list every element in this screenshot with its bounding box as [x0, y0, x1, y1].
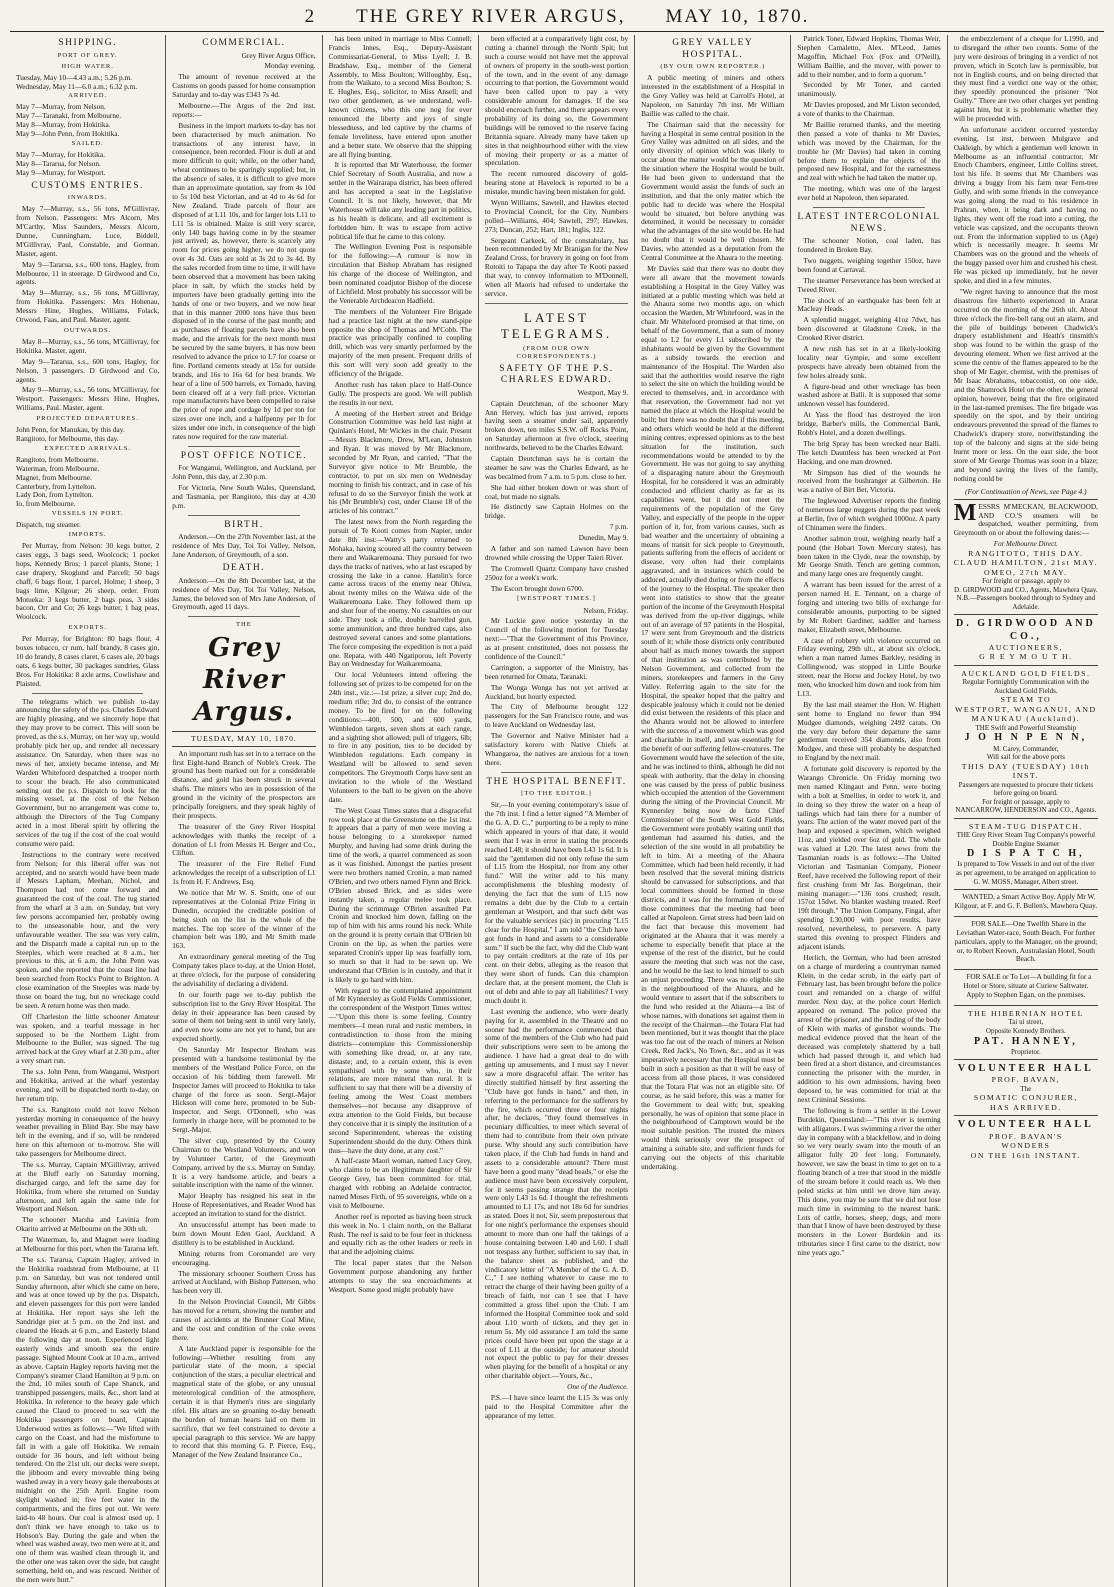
intercolonial-paragraph: By the last mail steamer the Hon. W. Highett sent home to England no fewer than 994 Mudgee diamonds, weighing 2492 carats. On the very day before their departure the same gentleman received 354 diamonds, also from Mudgee, and these will probably be despatched to England by the next mail.	[797, 699, 941, 763]
intercolonial-paragraph: Two nuggets, weighing together 150oz, have been found at Carraval.	[797, 255, 941, 274]
ad-line: THIS DAY (TUESDAY) 10th INST.	[961, 761, 1090, 781]
editorial-paragraph: On Saturday Mr Inspector Broham was presented with a handsome testimonial by the members of the Westland Police Force, on the occasion of his bidding them farewell. Mr Inspector James will proceed to Hokitika to take charge of the force as soon. Sergt.-Major Hickson will come here, promoted to be Sub-Inspector, and Sergt. O'Donnell, who was formerly in charge here, will be promoted to be Sergt.-Major.	[172, 1045, 316, 1135]
news-paragraph: been effected at a comparatively light cost, by cutting a channel through the North Spit; but such a course would not have met the approval of owners of property in the south-west portion of the town, and in the event of any damage occurring to that portion, the Government would have been called upon to pay a very considerable amount for damages. If the sea should encroach further, and there appears every probability of its doing so, the Government buildings will be removed to the reserve facing Britannia square. Already many have taken up sites in that neighbourhood either with the view of moving their property or as a matter of speculation.	[484, 34, 629, 168]
divider	[32, 693, 143, 694]
ad-line: NANCARROW, HENDERSON and CO., Agents.	[955, 806, 1097, 815]
intercolonial-paragraph: A figure-head and other wreckage has been washed ashore at Balli. It is supposed that some unknown vessel has foundered.	[797, 381, 941, 409]
arrived-item: May 7—Murray, from Nelson.	[16, 102, 106, 112]
customs-entry: May 9—Tararua, s.s., 600 tons, Hagley, from Melbourne, 11 in steerage. D Girdwood and Co, agents.	[16, 259, 160, 287]
telegram-paragraph: She had either broken down or was short of coal, but made no signals.	[484, 482, 629, 501]
ad-line: Passengers are requested to procure their tickets before going on board.	[958, 780, 1094, 798]
ad-text: WANTED, a Smart Active Boy. Apply Mr W. Kilgour, at F. and G. F. Bullen's, Mawhera Quay.	[954, 892, 1098, 910]
continuation-note: (For Continuation of News, see Page 4.)	[965, 486, 1087, 496]
news-paragraph: With regard to the contemplated appointment of Mr Kynnersley as Gold Fields Commissioner, the correspondent of the Westport Times writes:—"Upon this there is some feeling. Country members—I mean rural and rustic members, in contradistinction to those from the mining districts—contemplate this Commissionership with something like dread, or, at any rate, distaste; and, to a certain extent, this is even sympathised with by some who, in their relations, are more mineral than rural. It is sufficient to say that there will be a diversity of feeling among the West Coast members themselves—not because any disapprove of extra attention to the Gold Fields, but because they conceive that it is simply the institution of a second Superintendent, whereas the existing Superintendent should do the duty. Others think thus—have the duty done, at any cost."	[328, 985, 472, 1155]
benefit-heading: THE HOSPITAL BENEFIT.	[486, 776, 627, 787]
exports-text: Per Murray, for Brighton: 80 bags flour, 4 boxes tobacco, cr rum, half brandy, 8 cases gin, 10 do brandy, 8 cases claret, 6 cases ale, 20 bags oats, 6 kegs butter, 30 packages sundries, Glass Bros. For Hokitika: 8 axle arms, Cowlishaw and Plaisted.	[16, 634, 160, 688]
telegram-paragraph: Carrington, a supporter of the Ministry, has been returned for Omata, Taranaki.	[484, 662, 629, 681]
ad-line: SOMATIC CONJURER,	[973, 1093, 1078, 1103]
news-paragraph: the embezzlement of a cheque for L1990, and to disregard the other two counts. Some of the jury were desirous of bringing in a verdict of not proven, which in Scotch law is permissible, but not in English courts, and on being directed that they must find a verdict one way or the other, they speedily pronounced the prisoner "Not Guilty." There are two other charges yet pending against him, but it is problematic whether they will be proceeded with.	[953, 34, 1098, 124]
news-paragraph: "We regret having to announce that the most disastrous fire hitherto experienced in Ararat occurred on the morning of the 26th ult. About three o'clock the fire-bell rang out an alarm, and the pile of buildings between Chadwick's drapery establishment and Heath's tinsmith's shop was found to be within the grasp of the devouring element. When we first arrived at the scene the centre of the flames appeared to be the shop of Mr Eager, chemist, with the premises of Mr Isaac Abrahams, tobacconist, on one side, and the Shamrock Hotel on the other, the general opinion, however, being that the fire originated in the last-named premises. The fire brigade was speedily on the spot, and by their untiring endeavours prevented the spread of the flames to Chadwick's drapery store, notwithstanding the top of the balcony and signs at the side being burnt more or less. On the east side, the boot store of Mr George Thomas was soon in a blaze; and beyond saving the lives of the family, nothing could be	[953, 286, 1098, 483]
sailed-item: May 9—Murray, for Westport.	[16, 167, 106, 177]
ad-line: RANGITOTO, THIS DAY.	[968, 548, 1084, 558]
editorial-paragraph: We notice that Mr W. S. Smith, one of our representatives at the Colonial Prize Firing in Dunedin, occupied the creditable position of being sixth on the list in the whole of the matches. The top score of the winner of the champion belt was 180, and Mr Smith made 163.	[172, 887, 316, 951]
intercolonial-paragraph: Herlich, the German, who had been arrested on a charge of murdering a countryman named Klein, in the cedar scrub, in the early part of February last, has been brought before the police court and remanded on a charge of wilful murder. Next day, at the police court Herlich appeared on remand. The police proved the arrest of the prisoner, and the finding of the body of Klein with marks of gunshot wounds. The medical evidence proved that the heart of the deceased was completely shattered by a ball which had passed through it, and which had been fired at a short distance, and circumstances connecting the prisoner with the murder, in addition to his own admissions, having been deposed to, he was committed for trial at the next Criminal Sessions.	[797, 952, 941, 1105]
vessels-heading: VESSELS IN PORT.	[51, 510, 124, 518]
telegram-paragraph: The Wonga Wonga has not yet arrived at Auckland, but hourly expected.	[484, 682, 629, 701]
news-paragraph: The local paper states that the Nelson Government purpose abandoning any further attempts to stay the sea encroachments at Westport. Some good might probably have	[328, 1258, 472, 1294]
divider	[188, 446, 299, 447]
news-paragraph: The telegrams which we publish to-day announcing the safety of the p.s. Charles Edward are highly pleasing, and we sincerely hope that they may prove to be correct. This will soon be proved, as the s.s. Murray, on her way up, would probably pick her up, and render all necessary assistance. On Saturday, when there was no news of her, anxiety became intense, and Mr Warden Whitefoord despatched a trooper north to scour the beach. He also communicated sending out the p.s. Dispatch to look for the missing vessel, at the cost of the Nelson Government, but no arrangement was come to, although the Directors of the Tug Company acted in a most liberal spirit by offering the services of the tug if the cost of the coal would consume were paid.	[16, 696, 160, 848]
commercial-paragraph: Melbourne.—The Argus of the 2nd inst. reports:—	[172, 101, 316, 119]
post-office-heading: POST OFFICE NOTICE.	[180, 450, 308, 461]
news-paragraph: The latest news from the North regarding the pursuit of Te Kooti comes from Napier, under date 8th inst:—Watty's party returned to Mohaka, having scoured all the country between there and Waikaremoana. They pursued for two days the tracks of natives, who at last escaped by crossing the lake in a canoe. Hamlin's force came across traces of the enemy near Ohiwa, about twenty miles on the Waiwa side of the Waikaremoana Lake. They followed them up and shot four of the enemy. No casualties on our side. They took a rifle, double barrelled gun, some ammunition, and three hundred caps, also destroyed several canoes and some plantations. The force composing the expedition is not a paid one. Repata, with 440 Ngatiporou, left Poverty Bay on Wednesday for Waikaremoana.	[328, 517, 472, 669]
ad-line: Proprietor.	[1010, 1047, 1041, 1056]
paper-title-the: THE	[236, 621, 252, 629]
intercolonial-paragraph: The following is from a settler in the Lower Burdekin, Queensland:—"This river is teeming with alligators. I was swimming a river the other day in company with a blackfellow, and in doing so we very nearly swam into the mouth of an alligator fully 20 feet long. Fortunately, however, we saw the beast in time to get on to a floating branch of a tree that stood in the middle of the stream before it could reach us. We then poled sticks at him until we drove him away. This done, you may be sure that we did not lose much time in swimming to the nearest bank. Lots of cattle, horses, sheep, dogs, and more than that I know of have been destroyed by these monsters in the Lower Burdekin and its tributaries since I first came to the district, now nine years ago."	[797, 1105, 941, 1258]
imports-heading: IMPORTS.	[68, 531, 107, 539]
intercolonial-paragraph: The brig Spray has been wrecked near Balli. The ketch Dauntless has been wrecked at Port Hacking, and one man drowned.	[797, 438, 941, 466]
tide-line: Tuesday, May 10—4.43 a.m.; 5.26 p.m.	[16, 72, 133, 82]
column-5	[635, 35, 791, 1587]
telegram-paragraph: The City of Melbourne brought 122 passengers for the San Francisco route, and was to leave Auckland on Wednesday last.	[484, 702, 629, 730]
high-water-heading: HIGH WATER.	[61, 62, 114, 70]
ad-for-sale-share	[954, 916, 1098, 969]
news-paragraph: The s.s. Murray, Captain M'Gillivray, arrived at the Bluff early on Saturday morning, discharged cargo, and left the same day for Hokitika, from where she returned on Sunday afternoon, and left again the same tide for Westport and Nelson.	[16, 1160, 160, 1214]
sailed-heading: SAILED.	[71, 140, 104, 148]
expected-item: Io, from Melbourne.	[16, 499, 76, 509]
paper-title: Grey River Argus.	[193, 633, 295, 727]
news-paragraph: The s.s. John Penn, from Wanganui, Westport and Hokitika, arrived at the wharf yesterday evening, and will be dispatched north to-day, on her return trip.	[16, 1067, 160, 1103]
news-paragraph: The recent rumoured discovery of gold-bearing stone at Havelock is reported to be a mistake, mundic having been mistaken for gold.	[484, 169, 629, 197]
outwards-heading: OUTWARDS.	[64, 326, 112, 334]
ad-volunteer-hall-2	[954, 1115, 1098, 1163]
news-paragraph: It is reported that Mr Waterhouse, the former Chief Secretary of South Australia, and now a settler in the Wairarapa district, has been offered and has accepted a seat in the Legislative Council. It is not likely, however, that Mr Waterhouse will take any leading part in politics, as his health is delicate, and all excitement is forbidden him. It was to escape from active political life that he came to this colony.	[328, 160, 472, 241]
ad-line: M. Carey, Commander,	[993, 744, 1059, 753]
editorial-paragraph: The silver cup, presented by the County Chairman to the Westland Volunteers, and won by Volunteer Carter, of the Greymouth Company, arrived by the s.s. Murray on Sunday. It is a very handsome article, and bears a suitable inscription with the name of the winner.	[172, 1136, 316, 1190]
editorial-paragraph: The missionary schooner Southern Cross has arrived at Auckland, with Bishop Patterson, who has been very ill.	[172, 1268, 316, 1296]
news-paragraph: Wynn Williams, Sawtell, and Hawkes elected to Provincial Council, for the City. Numbers polled—Williams, 404; Sawtell, 297; Hawkes, 273; Duncan, 252; Hart, 181; Inglis, 122.	[484, 198, 629, 234]
ad-line: THE Swift and Powerful Steamship	[975, 723, 1077, 732]
ad-line: ON THE 16th INSTANT.	[970, 1150, 1081, 1160]
ad-line: CLAUD HAMILTON, 21st MAY.	[953, 558, 1098, 568]
divider	[813, 207, 924, 208]
intercolonial-paragraph: At Yass the flood has destroyed the iron bridge, Barber's mills, the Commercial Bank, Robb's Hotel, and a dozen dwellings.	[797, 410, 941, 437]
intercolonial-paragraph: A case of robbery with violence occurred on Friday evening, 29th ult., at about six o'clock, when a man named James Barkley, residing in Collingwood, was stopped in Little Bourke street, near the Horse and Jockey Hotel, by two men, who knocked him down and took from him L13.	[797, 635, 941, 698]
customs-entry: May 9—Murray, s.s., 56 tons, M'Gillivray, from Hokitika. Passengers: Mrs Hohenau, Messrs Hine, Hughes, Williams, Folack, Orwood, Faas, and Paul. Master, agent.	[16, 288, 160, 325]
tide-line: Wednesday, May 11—6.0 a.m.; 6.32 p.m.	[16, 81, 138, 91]
ad-girdwood-auctioneers	[954, 614, 1098, 664]
telegram-paragraph: The Escort brought down 6700.	[490, 583, 584, 593]
ad-line: D. GIRDWOOD and CO., Agents, Mawhera Quay.	[954, 585, 1098, 594]
ad-line: OMEO, 27th MAY.	[984, 567, 1068, 577]
dropcap: M	[953, 499, 977, 526]
intercolonial-paragraph: A fortunate gold discovery is reported by the Warango Chronicle. On Friday morning two men named Klingaut and Penn, were boring with a bolt at Smellies, in order to work it, and in doing so they threw the water on a heap of tailings which had lain there for a number of years. The action of the water moved part of the heap and exposed a specimen, which weighed 11oz, and yielded over 6oz of gold. The whole was valued at L20. The latest news from the Tasmanian roads is as follows:—The United Victorian and Tasmanian Company, Pioneer Reef, have received the following report of their first crushing from Mr Jas. Borgelman, their mining manager:—"136 tons crushed; result, 157oz 15dwt. No blanket washing treated. Reef 19ft through." The Union Company, Fingal, after spending L30,000 with poor results, have resolved, nevertheless, to persevere. A party started this evening to prospect Flinders and adjacent islands.	[797, 764, 941, 951]
post-paragraph: For Victoria, New South Wales, Queensland, and Tasmania, per Rangitoto, this day at 4.30 p.m.	[172, 483, 316, 511]
ad-line: PROF. BAVAN'S	[988, 1131, 1063, 1141]
death-notice: Anderson.—On the 8th December last, at the residence of Mrs Day, Toi Toi Valley, Nelson, James, the beloved son of Mrs Jane Anderson, of Greymouth, aged 11 days.	[172, 575, 316, 612]
office-line: Grey River Argus Office,	[241, 50, 316, 60]
ad-line: PAT. HANNEY,	[974, 1035, 1078, 1047]
editorial-paragraph: An important rush has set in to a terrace on the first Eight-hand Branch of Noble's Creek. The ground has been marked out for a considerable distance, and gold has been struck in several shafts. The miners who are in possession of the ground in the vicinity of the prospectors are principally foreigners, and they speak highly of their prospects.	[172, 748, 316, 820]
customs-entry: May 9—Tararua, s.s., 600 tons, Hagley, for Nelson, 3 passengers. D Girdwood and Co, agents.	[16, 356, 160, 384]
divider	[485, 303, 628, 304]
exports-heading: EXPORTS.	[68, 624, 107, 632]
inwards-heading: INWARDS.	[67, 194, 108, 202]
customs-entry: May 7—Murray, s.s., 56 tons, M'Gillivray, from Nelson. Passengers: Mrs Alcorn, Mrs M'Carthy, Miss Saunders, Messrs Alcorn, Dunne, Cunningham, Luce, Biddell, M'Gillivray, Paul, Constable, and Gorman. Master, agent.	[16, 204, 160, 258]
ad-line: D I S P A T C H,	[967, 848, 1085, 860]
masthead	[10, 6, 1104, 32]
column-1	[10, 35, 166, 1587]
intercolonial-heading: LATEST INTERCOLONIAL NEWS.	[797, 212, 941, 234]
intercolonial-paragraph: Another salmon trout, weighing nearly half a pound (the Hobart Town Mercury states), has been taken in the Clyde, near the township, by Mr George Smith. Tench are getting common, and many large ones are frequently caught.	[797, 533, 941, 579]
news-paragraph: The meeting, which was one of the largest ever held at Napoleon, then separated.	[797, 184, 941, 203]
news-paragraph: Off Charleston the little schooner Amateur was spoken, and a tearful message in her supposed to be the Northern Light from Melbourne to the Buller, was signed. The tug arrived back at the Grey wharf at 2.30 p.m., after a very smart run.	[16, 1011, 160, 1066]
masthead-date: MAY 10, 1870.	[665, 6, 810, 27]
news-paragraph: A meeting of the Herbert street and Bridge Construction Committee was held last night at Quinlan's Hotel, Mr Wickes in the chair. Present—Messrs Blackmore, Drew, M'Lean, Johnston and Ryan. It was moved by Mr Blackmore, seconded by Mr Ryan, and carried, "That the Surveyor give notice to Mr Brumble, the contractor, to put on six men on Wednesday morning to finish his contract, and in case of his refusal to do so the Surveyor finish the work at his (Mr Brumble's) cost, under Clause 18 of the articles of his contract."	[328, 408, 472, 516]
customs-entry: May 9—Murray, s.s., 56 tons, M'Gillivray, for Westport. Passengers: Messrs Hine, Hughes, Williams, Paul. Master, agent.	[16, 385, 160, 413]
sailed-item: May 7—Murray, for Hokitika.	[16, 150, 105, 160]
hospital-subheading: (BY OUR OWN REPORTER.)	[660, 63, 766, 71]
news-paragraph: Another rush has taken place to Half-Ounce Gully. The prospects are good. We will publish the results in our next.	[328, 379, 472, 407]
divider	[188, 515, 299, 516]
ad-line: The	[1020, 1084, 1032, 1093]
news-paragraph: A half-caste Maori woman, named Lucy Grey, who claims to be an illegitimate daughter of Sir George Grey, has been committed for trial, charged with robbing an Adelaide contractor, named Moses Firth, of 95 sovereigns, while on a visit to Melbourne.	[328, 1156, 472, 1210]
telegram-time: 7 p.m.	[609, 522, 629, 532]
ad-line: THE Grey River Steam Tug Company's powerful Double Engine Steamer	[956, 831, 1096, 848]
telegram-dateline: Westport, May 9.	[577, 387, 629, 397]
ad-line: N.B.—Passengers booked through to Sydney and Adelaide.	[956, 594, 1096, 611]
editorial-paragraph: Major Heaphy has resigned his seat in the House of Representatives, and Reader Wood has accepted an invitation to stand for the district.	[172, 1191, 316, 1219]
ad-text: FOR SALE or To Let—A building fit for a Hotel or Store, situate at Curiew Saltwater. Apply to Stephen Egan, on the premises.	[963, 972, 1092, 1000]
telegram-paragraph: Captain Deutchman says he is certain the steamer he saw was the Charles Edward, as he was becalmed from 7 a.m. to 5 p.m. close to her.	[484, 454, 629, 481]
ad-line: Opposite Kennedy Brothers.	[985, 1027, 1066, 1036]
ad-hibernian-hotel	[954, 1005, 1098, 1059]
ad-text: ESSRS M'MECKAN, BLACKWOOD, AND CO.'S steamers will be despatched, weather permitting, from Greymouth on or about the following dates:—	[953, 501, 1098, 538]
letter-signature: One of the Audience.	[567, 1382, 629, 1392]
ad-mmeckan-steamers	[954, 499, 1098, 615]
ad-steam-tug-dispatch	[954, 818, 1098, 889]
ad-line: WONDERS	[1001, 1141, 1051, 1151]
news-paragraph: Instructions to the contrary were received from Nelson; for this liberal offer was not accepted, and no search would have been made if Messrs Lapham, Meehan, Nichol, and Thompson had not come forward and guaranteed the cost of the coal. The tug started from the wharf at 3 a.m. on Sunday, but very few persons accompanied her, probably owing to the unseasonable hour, and the very unfavourable weather. The sea was very calm, and the Dispatch made a capital run up to the Steeples, which were reached at 8 a.m., her previous to this, at 6 a.m. the John Penn was spoken, and she reported that the coast line had been searched from Rock's Point to Brighton. A close examination of the Steeples was made by those on board the tug, but no wreckage could be seen. A return home was then made.	[16, 849, 160, 1010]
editorial-paragraph: The treasurer of the Grey River Hospital acknowledges with thanks the receipt of a donation of L1 from Messrs H. Berger and Co., Clifton.	[172, 821, 316, 858]
masthead-title: THE GREY RIVER ARGUS,	[356, 6, 626, 27]
hospital-heading: GREY VALLEY HOSPITAL.	[672, 38, 754, 60]
expected-heading: EXPECTED ARRIVALS.	[44, 444, 132, 452]
letter-paragraph: Sir,—In your evening contemporary's issue of the 7th inst. I find a letter signed "A Member of the G. A. D. C.," purporting to be a reply to mine which appeared in yours of that date, it would seem that I was in error in stating the proceeds reached L48; it should have been L43 1s 6d. It is said the "gentlemen did not only refuse the sum of L15 from the Hospital, nor from any other fund." Will the writer add to his many accomplishments the blushing modesty of denying the fact that the sum of L15 now remains a debt due by the Club to a certain gentleman at Westport, and that such debt was for the valuable services (sic) in procuring "L15 clear for the Hospital." I am told "the Club have got funds in hand and assets to a considerable sum." If such be the fact, why did the Club want to pay certain creditors at the rate of 10s per cent. on their debts, alleging as the reason that they were short of funds. Can this champion declare that, at the present moment, the Club is out of debt and able to pay all liabilities? I very much doubt it.	[484, 800, 629, 1005]
page-number: 2	[304, 6, 317, 27]
news-paragraph: Another reef is reported as having been struck this week in No. 1 claim north, on the Ballarat Rush. The reef is said to be four feet in thickness and equally rich as the other leaders or reefs in that and the adjoining claims.	[328, 1211, 472, 1257]
telegram-paragraph: Captain Deutchman, of the schooner Mary Ann Hervey, which has just arrived, reports having seen a steamer under sail, apparently broken down, ten miles S.S.W. off Rocks Point, on Saturday afternoon at five o'clock, steering northwards, believed to be the Charles Edward.	[484, 398, 629, 453]
telegram-dateline: Dunedin, May 9.	[578, 533, 629, 543]
news-paragraph: Seconded by Mr Toner, and carried unanimously.	[797, 80, 941, 99]
port-heading: PORT OF GREY.	[57, 51, 118, 59]
news-paragraph: The Waterman, Io, and Magnet were loading at Melbourne for this port, when the Tararua left.	[16, 1235, 160, 1254]
telegram-paragraph: He distinctly saw Captain Holmes on the bridge.	[484, 502, 629, 521]
telegram-paragraph: A father and son named Lawson have been drowned while crossing the Upper Taieri River.	[484, 544, 629, 562]
telegram-dateline: Nelson, Friday.	[583, 605, 629, 615]
imports-text: Per Murray, from Nelson: 30 kegs butter, 2 cases eggs, 3 bags seed, Woolcock; 1 pocket hops, Kennedy Bros; 1 parcel plants, Stone; 1 case drapery, Skoglund and Parcell; 50 bags chaff, 6 bags flour, 1 parcel, Holme; 1 sheep, 3 bags lime, Kilgour; 26 sheep, order. From Motueka: 3 kegs butter, 2 bags peas, 3 sides bacon, Orr and Co; 26 kegs butter, 1 bag peas, Woolcock.	[16, 541, 160, 622]
ad-line: G R E Y M O U T H.	[979, 652, 1073, 662]
ad-text: FOR SALE—One Twelfth Share in the Leviathan Water-race, South Beach. For further particulars, apply to the Manager, on the ground; or, to Robert Keown, Australasian Hotel, South Beach.	[954, 918, 1098, 964]
arrived-item: May 9—John Penn, from Hokitika.	[16, 129, 120, 139]
projected-heading: PROJECTED DEPARTURES.	[36, 415, 139, 423]
letter-paragraph: Last evening the audience, who were dearly paying for it, assembled in the Theatre and no sooner had the performance commenced than some of the members of the Club who had paid their subscriptions were seen to be among the audience. I have had a great deal to do with getting up amusements, and I must say I never saw a more disgraceful affair. The writer has directly stultified himself by first asserting the "Club have got funds in hand," and then, in referring to the performance for the sufferers by the fire, which occurred three or four nights after, he declares, "they found themselves in pecuniary difficulties, to meet which several of them had to contribute from their own private purse. Why should any such contribution have taken place, if the Club had funds in hand and assets to a considerable amount? There must have been a good many "dead heads," or else the audience must have been excessively corpulent, for it seems passing strange that the receipts were only L43 1s 6d. I thought the refreshments amounted to L1 17s, and not 18s 6d for sundries as stated. Does it not, Sir, seem preposterous that for one night's performance the expenses should amount to more than one half the takings of a house containing between L40 and L60. I shall not trespass any further, sufficient to say that, in the balance sheet as published, and the vindicatory letter of "A Member of the G. A. D. C.," I see nothing whatever to cause me to retract the charge of their having been guilty of a breach of faith, nor can I see that I have committed a gross libel upon the Club. I am informed the Hospital Committee took and sold about L10 worth of tickets, and they get in return 5s. My old assurance I am told the same prices could have been put upon the stage at a cost of L11 at the outside; for amateur should not expect the public to pay for their dresses when playing for the benefit of a hospital or any other charitable object.—Yours, &c.,	[484, 1006, 629, 1381]
arrived-item: May 7—Taranaki, from Melbourne.	[16, 111, 122, 121]
ad-line: Regular Fortnightly Communication with the Auckland Gold Fields.	[962, 678, 1090, 695]
ad-line: HAS ARRIVED.	[989, 1102, 1062, 1112]
intercolonial-paragraph: A warrant has been issued for the arrest of a person named H. E. Tennant, on a charge of forging and uttering two bills of exchange for considerable amounts, purporting to be signed by Mr Robert Gardiner, saddler and harness maker, Elizabeth street, Melbourne.	[797, 580, 941, 634]
editorial-paragraph: The treasurer of the Fire Relief Fund acknowledges the receipt of a subscription of L1 1s from H. F. Andrews, Esq.	[172, 859, 316, 887]
editorial-paragraph: In our fourth page we to-day publish the subscription list to the Grey River Hospital. The delay in their appearance has been caused by some of them not being sent in until very lately, and even now some are not yet to hand, but are expected shortly.	[172, 989, 316, 1044]
news-paragraph: Sergeant Carkeek, of the constabulary, has been recommended by Mr Branigan for the New Zealand Cross, for bravery in going on foot from Rotoiti to Tapapa the day after Te Kooti passed that way, to convey information to M'Donnell, when all Maoris had refused to undertake the service.	[484, 235, 629, 298]
ad-line: THE HIBERNIAN HOTEL	[967, 1008, 1084, 1018]
editorial-paragraph: In the Nelson Provincial Council, Mr Gibbs has moved for a return, showing the number and causes of accidents at the Brunner Coal Mine, and the cost and condition of the coke ovens there.	[172, 1297, 316, 1342]
telegram-paragraph: The Governor and Native Minister had a satisfactory korero with Native Chiefs at Whangaroa, the natives are anxious for a town there.	[484, 731, 629, 767]
column-6	[791, 35, 947, 1587]
commercial-heading: COMMERCIAL.	[202, 38, 286, 48]
columns	[10, 34, 1104, 1584]
arrived-item: May 8—Murray, from Hokitika.	[16, 120, 111, 130]
intercolonial-paragraph: The Inglewood Advertiser reports the finding of numerous large nuggets during the past week at Berlin, five of which weighed 1000oz. A party of Chinamen were the finders.	[797, 496, 941, 532]
news-paragraph: The schooner Marsha and Lavinia from Okarito arrived at Melbourne on the 30th ult.	[16, 1215, 160, 1234]
news-paragraph: The s.s. Tararua, Captain Hagley, arrived in the Hokitika roadstead from Melbourne, at 11 p.m. on Saturday, but was not tendered until Sunday afternoon, after which she came on here, and was at once towed up by the p.s. Dispatch, and eleven passengers for this port were landed at Hokitika. Her report says she left the Sandridge pier at 5 p.m. on the 2nd inst. and cleared the Heads at 6 p.m., and Easterly Island the following day at noon. Experienced light easterly winds and smooth sea the entire passage. Sighted Mount Cook at 10 a.m., arrived as above. Captain Hagley reports having met the Company's steamer Claud Hamilton at 9 p.m. on the 2nd, 10 miles south of Cape Shanck, and transhipped passengers, mails, &c., short land at Hokitika. In reference to the heavy gale which caused the Claud to proceed to sea with the Hokitika passengers on board, Captain Underwood writes as follows:—"We lifted with cargo on the Coast, and had the misfortune to fall in with a gale off Hokitika. We remain outside for 36 hours, and left without being tendered. On the 21st ult. our decks were swept, the jibboom and every moveable thing being washed away in a very heavy gale thereabouts at midnight on the 25th April. Engine room skylight washed in; five feet water in the compartments, and the fires put out. We were laid-to 48 hours. Our coal is almost used up. I don't think we have enough to take us to Hobson's Bay. During the gale and when the wheel was washed away, two men were at it, and one of them was washed clean through it, and the other one was taken over the side, but caught something, held on, and was rescued. Neither of the men were hurt."	[16, 1254, 160, 1584]
column-7	[948, 35, 1104, 1587]
expected-item: Lady Don, from Lyttelton.	[16, 490, 94, 500]
ad-line: Will sail for the above ports	[986, 753, 1065, 762]
telegrams-heading: LATEST TELEGRAMS.	[500, 309, 613, 341]
expected-item: Canterbury, from Lyttelton.	[16, 481, 97, 491]
customs-entry: May 8—Murray, s.s., 56 tons, M'Gillivray, for Hokitika. Master, agent.	[16, 336, 160, 355]
hospital-paragraph: The Chairman said that the necessity for having a Hospital in some central position in the Grey Valley was admitted on all sides, and the only diversity of opinion which was likely to occur about the matter would be the question of the situation where the Hospital would be built. He had been given to understand that the Government would assist the funds of such an institution, and that the only matter which the public had to decide was where the Hospital would be situated, but before anything was determined, it would be necessary to consider what the advantages of the site would be. He had no doubt that it would be well chosen. Mr Davies, who attended as a deputation from the Central Committee at the Ahaura to the meeting.	[641, 119, 785, 262]
hospital-paragraph: Mr Davies said that there was no doubt they were all aware that the movement towards establishing a Hospital in the Grey Valley was initiated at a public meeting which was held at the Ahaura some two months ago, on which occasion the Warden, Mr Whitefoord, was in the chair. Mr Whitefoord promised at that time, on behalf of the Government, that a sum of money equal to L2 for every L1 subscribed by the inhabitants would be given by the Government as a subsidy towards the erection and maintenance of the Hospital. The Warden also said that the authorities would reserve the right to select the site on which the building would be erected to themselves, and, in accordance with that reservation, the Government had not yet named the place at which the Hospital would be built; but there was no doubt that if this meeting, and others which would be held at the different mining centres, expressed opinions as to the best situation for the institution, such recommendations would be attended to by the Government. He was not going to say anything of a disparaging nature about the Greymouth Hospital, for he considered it was an admirably conducted and efficient charity as far as its capabilities went, but it did not meet the requirements of the population of the Grey Valley, and especially of the people in the upper portion of it, for, from various causes, such as bad weather and the uncertainty of obtaining a means of transit for sick people to Greymouth, patients suffering from the effects of accident or disease, very often had their complaints aggravated, and in instances which could be adduced, actually died during or from the effects of the journey to the Hospital. The speaker then went into statistics to show that the greater portion of the income of the Greymouth Hospital was derived from the up-river diggings, while out of an average of 97 patients in the Hospital, 17 were sent from Greymouth and the districts south of it; while those districts only contributed about half as much money towards the support of that institution as was contributed by the Nelson Government, and collected from the miners, storekeepers and farmers in the Grey Valley. Referring again to the site for the Hospital, the speaker hoped that the paltry and despicable jealousy which it could not be denied did exist between the residents of this place and the Ahaura would not be allowed to interfere with the success of a movement which was good and charitable in itself, and was essentially for the benefit of our suffering fellow-creatures. The Government would have the selection of the site, and he was inclined to think, although he did not speak with authority, that the delay in choosing one was caused by the press of public business which occupied the attention of the Government during the sitting of the Provincial Council. Mr Kynnersley being now de facto Chief Commissioner of the South West Gold Fields, the Government were probably waiting until that gentleman had assumed his duties, and the selection of the site would in all probability be left to him. At a meeting of the Ahaura Committee, which had been held recently, it had been resolved that the several mining districts should be canvassed for subscriptions, and that local committees should be formed in those districts, and it was for the formation of one of those committees that the meeting had been called at Napoleon. Great stress had been laid on the fact that because this movement had originated at the Ahaura that it was merely a scheme to especially benefit that place at the expense of the rest of the district, but he could assure the meeting that such was not the case, and he would be the last to lend himself to such an unjust proceeding. There was no eligible site in the neighbourhood of the Ahaura, and he would venture to assert that if the subscribers to the fund who resided at the Ahaura—a list of whose names, with donations set against them in the receipt of the Chairman—the Totara Flat had been mentioned, but it was thought that the place was too far out of the reach of miners at Nelson Creek, Red Jack's, No Town, &c., and as it was imperatively necessary that the Hospital must be built in such a position as that it will be easy of access from all those places, it was considered that the Totara Flat was not an eligible site. Of course, as he said before, this was a matter for the Government to deal with; but, speaking personally, he was of opinion that some place in the neighbourhood of Camptown would be the most suitable position. The trusted the miners would think seriously over the prospect of attaining a suitable site, and sufficient funds for carrying out the objects of this charitable undertaking.	[641, 263, 785, 1171]
intercolonial-paragraph: A new rush has set in at a likely-looking locality near Gympie, and some excellent prospects have already been obtained from the few holes already sunk.	[797, 343, 941, 380]
birth-notice: Anderson.—On the 27th November last, at the residence of Mrs Day, Toi Toi Valley, Nelson, Jane Anderson, of Greymouth, of a son.	[172, 532, 316, 560]
office-day: Monday evening.	[264, 61, 316, 71]
sailed-item: May 8—Tararua, for Nelson.	[16, 158, 101, 168]
ad-line: VOLUNTEER HALL	[957, 1119, 1094, 1131]
birth-heading: BIRTH.	[224, 519, 264, 530]
ad-line: For freight or passage, apply to	[982, 797, 1070, 806]
projected-item: Rangitoto, for Melbourne, this day.	[16, 433, 119, 443]
hospital-paragraph: A public meeting of miners and others interested in the establishment of a Hospital in the Grey Valley was held at Carroll's Hotel, at Napoleon, on Saturday 7th inst. Mr William Baillie was called to the chair.	[641, 73, 785, 118]
commercial-paragraph: The amount of revenue received at the Customs on goods passed for home consumption Saturday and to-day was £343 7s 4d.	[172, 72, 316, 100]
letter-postscript: P.S.—I have since learnt the L15 3s was only paid to the Hospital Committee after the appearance of my letter.	[484, 1393, 629, 1420]
ad-line: For freight or passage, apply to	[982, 577, 1070, 586]
news-paragraph: Mr Davies proposed, and Mr Liston seconded, a vote of thanks to the Chairman.	[797, 100, 941, 119]
column-3	[323, 35, 479, 1587]
expected-item: Rangitoto, from Melbourne.	[16, 454, 99, 464]
ad-for-sale-building	[954, 969, 1098, 1005]
intercolonial-paragraph: Mr Simpson has died of the wounds he received from the bushranger at Gilberton. He was a native of Birt Bet, Victoria.	[797, 467, 941, 495]
ad-line: PROF. BAVAN,	[991, 1075, 1061, 1085]
vessels-item: Dispatch, tug steamer.	[16, 520, 81, 530]
telegrams-subheading: (FROM OUR OWN CORRESPONDENTS.)	[516, 344, 597, 360]
ad-line: G. W. MOSS, Manager, Albert street.	[973, 877, 1079, 886]
ad-line: STEAM TO	[1000, 695, 1052, 705]
divider	[501, 772, 612, 773]
arrived-heading: ARRIVED.	[68, 92, 108, 100]
news-paragraph: The members of the Volunteer Fire Brigade had a practice last night at the new stand-pipe opposite the shop of Thomas and M'Cobb. The practice was principally confined to coupling drill, which was very smartly performed by the majority of the men present. Frequent drills of this sort will very soon add greatly to the efficiency of the Brigade.	[328, 306, 472, 378]
telegram-paragraph: The Cromwell Quartz Company have crushed 250oz for a week's work.	[484, 563, 629, 582]
intercolonial-paragraph: The schooner Notion, coal laden, has foundered in Broken Bay.	[797, 236, 941, 255]
news-paragraph: Patrick Toner, Edward Hopkins, Thomas Weir, Stephen Camaletto, Alex. M'Leod, James Magoffin, Michael Fox (Fox and O'Neill), William Baillie, and the mover, with power to add to their number, and to form a quorum."	[797, 34, 941, 79]
ad-line: AUCTIONEERS,	[988, 642, 1063, 652]
ad-line: Tai ui street,	[1008, 1018, 1044, 1027]
column-4	[479, 35, 635, 1587]
projected-item: John Penn, for Manukau, by this day.	[16, 425, 125, 435]
intercolonial-paragraph: The steamer Perseverance has been wrecked at Tweed River.	[797, 275, 941, 294]
ad-line: For Melbourne Direct.	[993, 540, 1058, 549]
news-paragraph: The West Coast Times states that a disgraceful row took place at the Greenstone on the 1st inst. It appears that a party of men were moving a house belonging to a storekeeper named Murphy, and having had some drink during the time of the work, a quarrel commenced as soon as it was finished. Amongst the parties present were two brothers named Cronin, a man named O'Brien, and two others named Flynn and Brick. O'Brien abused Brick, and as sides were instantly taken, a regular melee took place. During the scrimmage O'Brien assaulted Pat Cronin and knocked him down, falling on the top of him with his arms round his neck. While on the ground it is pretty certain that O'Brien bit Cronin on the lip, as when the parties were separated Cronin's upper lip was fearfully torn, so much so that it had to be sewn up. We understand that O'Brien is in custody, and that it is likely to go hard with him.	[328, 805, 472, 984]
editorial-dateline: TUESDAY, MAY 10, 1870.	[172, 731, 315, 746]
commercial-paragraph: Business in the import markets to-day has not been characterised by much animation. No transactions of any interest have, in consequence, been recorded. Flour is dull at and more difficult to quit; while, on the other hand, wheat continues to be sparingly supplied; but, in the absence of sales, it is difficult to give more than an approximate quotation, say from 4s 10d to 5s 10d best Victorian, and at 4d to 4s 6d for New Zealand. Trade parcels of flour are disposed of at L11 10s, and for larger lots L11 to L11 5s is obtained. Maize is still very scarce, only 140 bags having come in by the steamer just arrived; as, however, there is scarcely any room for prices going higher, we do not quote over 4s 3d. Oats are sold at 3s 2d to 3s 4d. By the sales recorded from time to time, it will have been observed that a movement has been taking place in salt, by which the stocks held by importers have been gradually getting into the hands of one or two buyers, and we now hear that in this manner 2000 tons have thus been disposed of in the course of the past month; and as purchases of floating parcels have also been made, and the arrivals for the next month must be secured by the same buyers, it has now been resolved to advance the price to L7 for coarse or fine. Portland cements steady at 15s for outside brands, and 16s to 16s 6d for best brands. We hear of a line of 500 barrels, ex Tornado, having been cleared off at a very full price. Victorian rope manufacturers have been compelled to raise the price of rope and cordage by 1d per ton for sizes over one inch, and a halfpenny per lb for sizes under one inch, in consequence of the high rates now required for the raw material.	[172, 120, 316, 441]
news-paragraph: An unfortunate accident occurred yesterday evening, 1st inst, between Mulgrave and Oakleigh, by which a gentleman well known in Melbourne as an influential contractor, Mr Enoch Chambers, engineer, Little Collins street, lost his life. It seems that Mr Chambers was driving a buggy from his farm near Fern-tree Gully, and with some friends in the conveyance was going along the road to his residence in Prahran, when, it being dark and having no lights, they went off the road into a cutting, the vehicle was capsized, and the occupants thrown out. From the information supplied to us (Age) which is necessarily meagre. It seems Mr Chambers was on the ground and the wheels of the buggy passed over him and crushed his chest. He was picked up immediately, but he never spoke, and died in a few minutes.	[953, 124, 1098, 286]
editorial-paragraph: Mining returns from Coromandel are very encouraging.	[172, 1248, 316, 1267]
news-paragraph: Mr Baillie returned thanks, and the meeting then passed a vote of thanks to Mr Davies, which was moved by the Chairman, for the trouble he (Mr Davies) had taken in coming before them to explain the objects of the proposed new Hospital, and for the earnestness and zeal with which he had taken the matter up.	[797, 120, 941, 183]
divider	[188, 616, 299, 617]
ad-wanted-boy	[954, 889, 1098, 916]
post-paragraph: For Wanganui, Wellington, and Auckland, per John Penn, this day, at 2.30 p.m.	[172, 463, 316, 482]
ad-line: VOLUNTEER HALL	[957, 1063, 1094, 1075]
editorial-paragraph: An unsuccessful attempt has been made to burn down Mount Eden Gaol, Auckland. A distillery is to be established in Auckland.	[172, 1220, 316, 1247]
news-paragraph: The s.s. Rangitoto could not leave Nelson yesterday morning in consequence of the heavy weather prevailing in Blind Bay. She may have left in the evening, and if so, will be rendered here on this afternoon or to-morrow. She will take passengers for Melbourne direct.	[16, 1104, 160, 1159]
westport-times-label: [WESTPORT TIMES.]	[517, 595, 596, 603]
ad-line: J O H N P E N N,	[964, 732, 1088, 744]
intercolonial-paragraph: The shock of an earthquake has been felt at Macleay Heads.	[797, 295, 941, 314]
to-editor-label: [TO THE EDITOR.]	[521, 790, 592, 798]
ad-line: STEAM-TUG DISPATCH.	[968, 821, 1083, 831]
intercolonial-paragraph: A splendid nugget, weighing 41oz 7dwt, has been discovered at Gladstone Creek, in the Crooked River district.	[797, 315, 941, 343]
news-paragraph: The Wellington Evening Post is responsible for the following:—A rumour is now in circulation that Bishop Abraham has resigned his charge of the diocese of Wellington, and been nominated coadjutor Bishop of the diocese of Lichfield. Most probably his successor will be the Venerable Archdeacon Hadfield.	[328, 242, 472, 305]
ad-line: AUCKLAND GOLD FIELDS.	[961, 668, 1091, 678]
customs-heading: CUSTOMS ENTRIES.	[31, 180, 144, 191]
expected-item: Magnet, from Melbourne.	[16, 472, 92, 482]
death-heading: DEATH.	[222, 563, 266, 574]
news-paragraph: Our local Volunteers intend offering the following set of prizes to be competed for on the 24th inst., viz.:—1st prize, a silver cup; 2nd do, medium rifle; 3rd do, to consist of the entrance money. To be fired for on the following conditions:—400, 500, and 600 yards, Wimbledon targets, seven shots at each range, and a sighting shot allowed; pull of triggers, 6lb; to fire in any position, ties to be decided by Wimbledon regulations. Each company in Westland will be allowed to send seven competitors. The Greymouth Corps have sent an invitation to the whole of the Westland Volunteers to the ball to be given on the above date.	[328, 670, 472, 804]
ad-line: WESTPORT, WANGANUI, AND MANUKAU (Auckland).	[955, 704, 1097, 724]
ad-auckland-gold-fields	[954, 665, 1098, 818]
expected-item: Waterman, from Melbourne.	[16, 463, 100, 473]
editorial-paragraph: A late Auckland paper is responsible for the following:—Whether resulting from any particular state of the moon, a special conjunction of the stars, a peculiar electrical and magnetical state of the globe, or any unusual meteorological condition of the atmosphere, certain it is that Hymen's rites are singularly rifel. His altars are so groaning to-day beneath the burden of human hearts laid on them in sacrifice, that we feel constrained to devote a special paragraph to this service. We are happy to record that this morning G. P. Pierce, Esq., Manager of the New Zealand Insurance Co.,	[172, 1343, 316, 1460]
ad-volunteer-hall-1	[954, 1059, 1098, 1115]
news-paragraph: has been united in marriage to Miss Connell; Francis Innes, Esq., Deputy-Assistant Commissariat-General, to Miss Lyell; J. B. Bradshaw, Esq., member of the General Assembly, to Miss Boulton; Willoughby, Esq., from the Waikato, to a second Miss Boulton; S. E. Hughes, Esq., solicitor, to Miss Ansell; and two other gentlemen, as we understand, well-known citizens, who this one nog for ever renounced the liberty and joys of single blessedness, and led captive by the charms of female loveliness, have entered upon another and a better state. We observe that the shipping are all flying bunting.	[328, 34, 472, 159]
column-2	[166, 35, 322, 1587]
safety-heading: SAFETY OF THE P.S. CHARLES EDWARD.	[499, 363, 614, 386]
ad-line: D. GIRDWOOD AND CO.,	[955, 618, 1096, 642]
telegram-paragraph: Mr Luckie gave notice yesterday in the Council of the following motion for Tuesday next:—"That the Government of this Province, as at present constituted, does not possess the confidence of the Council."	[484, 616, 629, 661]
ad-line: Is prepared to Tow Vessels in and out of the river as per agreement, to be arranged on application to	[955, 860, 1096, 878]
editorial-paragraph: An extraordinary general meeting of the Tug Company takes place to-day, at the Union Hotel, at three o'clock, for the purpose of considering the advisability of declaring a dividend.	[172, 952, 316, 988]
shipping-heading: SHIPPING.	[58, 38, 117, 48]
